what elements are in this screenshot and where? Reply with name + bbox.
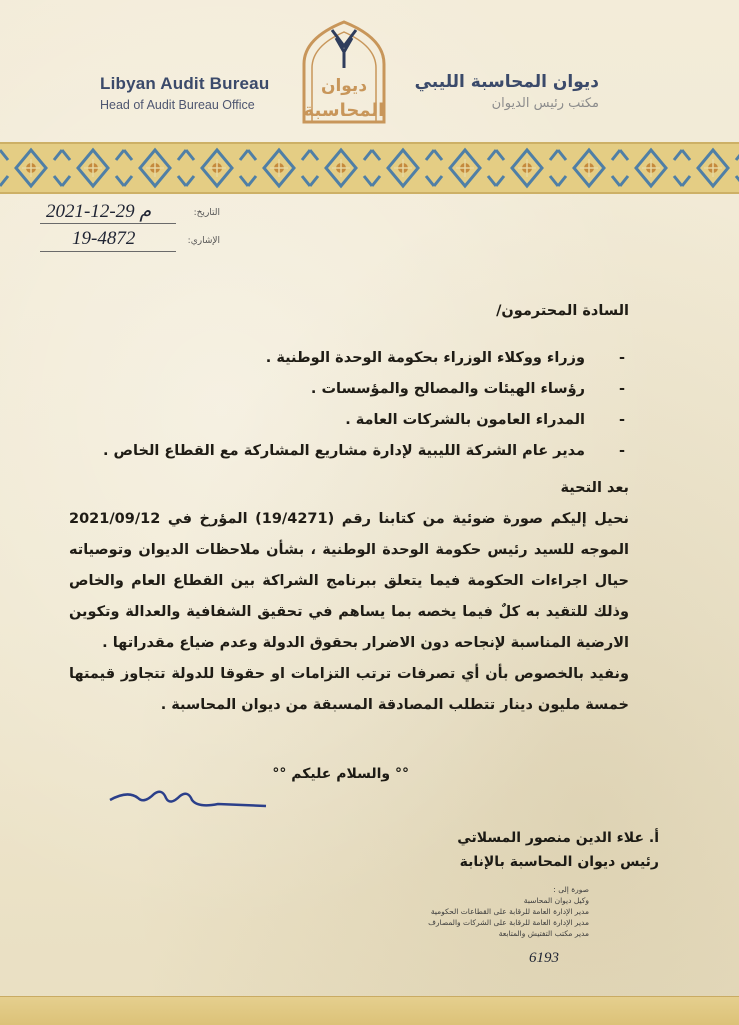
date-underline [40,223,176,224]
ref-row [40,228,220,256]
date-row [40,200,220,228]
letterhead [0,0,739,140]
logo-text-line2: المحاسبة [303,100,385,121]
recipient-list [69,343,629,467]
reference-block [40,200,220,256]
ref-underline [40,251,176,252]
recipient-item: - وزراء ووكلاء الوزراء بحكومة الوحدة الوطنية . [265,350,625,366]
greeting: بعد التحية [560,480,629,496]
org-name-english: Libyan Audit Bureau [100,74,270,93]
ref-label: الإشاري: [187,236,220,246]
salutation: السادة المحترمون/ [496,303,629,319]
letter-body [69,296,629,721]
signatory-title: رئيس ديوان المحاسبة بالإنابة [459,854,659,870]
signatory [457,826,659,874]
paragraph-second: ونفيد بالخصوص بأن أي تصرفات ترتب التزامات او حقوقا للدولة تتجاوز قيمتها خمسة مليون دينار تتطلب المصادقة المسبقة من ديوان المحاسبة . [69,666,629,713]
cc-line: صورة إلى : [553,885,589,894]
logo-text-line1: ديوان [320,76,368,96]
cc-number: 6193 [529,950,559,966]
paragraph-main: نحيل إليكم صورة ضوئية من كتابنا رقم (19/4271) المؤرخ في 2021/09/12 الموجه للسيد رئيس حكومة الوحدة الوطنية ، بشأن ملاحظات الديوان وتوصياته حيال اجراءات الحكومة فيما يتعلق ببرنامج الشراكة بين القطاع العام والخاص وذلك للتقيد به كلٌ فيما يخصه بما يساهم في تحقيق الشفافية والعدالة وتكوين الارضية المناسبة لإنجاحه دون الاضرار بحقوق الدولة وعدم ضياع مقدراتها . [69,511,629,651]
recipient-item: - مدير عام الشركة الليبية لإدارة مشاريع المشاركة مع القطاع الخاص . [102,443,625,459]
closing-greeting: °° والسلام عليكم °° [272,766,409,782]
ornamental-band [0,142,739,194]
cc-line: وكيل ديوان المحاسبة [523,896,589,905]
cc-list [339,884,589,939]
office-name-arabic: مكتب رئيس الديوان [491,96,599,111]
date-label: التاريخ: [193,208,220,218]
recipient-item: - المدراء العامون بالشركات العامة . [345,412,625,428]
ornament-pattern-icon [0,144,739,192]
date-value: 2021-12-29 م [46,201,152,222]
cc-line: مدير الإدارة العامة للرقابة على الشركات والمصارف [428,918,589,927]
recipient-item: - رؤساء الهيئات والمصالح والمؤسسات . [310,381,625,397]
audit-bureau-logo [296,18,392,124]
letterhead-arabic [379,72,599,111]
ref-value: 19-4872 [72,228,136,249]
cc-line: مدير مكتب التفتيش والمتابعة [498,929,589,938]
signature-scribble-icon [108,782,268,816]
org-name-arabic: ديوان المحاسبة الليبي [414,72,599,92]
office-name-english: Head of Audit Bureau Office [100,98,255,112]
signatory-name: أ. علاء الدين منصور المسلاتي [457,830,659,846]
letterhead-english [100,74,269,112]
cc-line: مدير الإدارة العامة للرقابة على القطاعات الحكومية [430,907,589,916]
footer-band [0,996,739,1025]
